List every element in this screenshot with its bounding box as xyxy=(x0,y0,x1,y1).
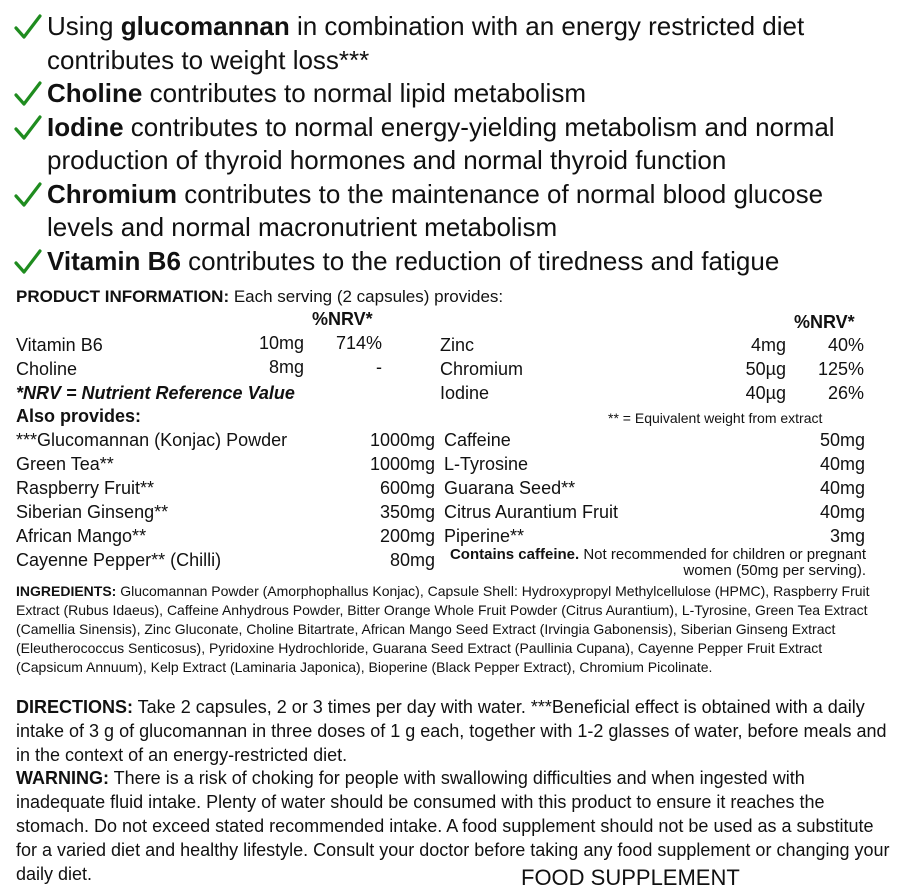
also-item-amount: 200mg xyxy=(379,526,435,546)
nutrient-nrv: - xyxy=(376,357,382,377)
also-item-amount: 1000mg xyxy=(369,430,435,450)
nutrient-amount: 8mg xyxy=(268,357,304,377)
nutrient-name: Chromium xyxy=(440,359,524,379)
checkmark-icon xyxy=(14,178,47,208)
ingredients-list: INGREDIENTS: Glucomannan Powder (Amorphophallus Konjac), Capsule Shell: Hydroxypropyl Methylcellulose (HPMC), Raspberry Fruit Extract (Rubus Idaeus), Caffeine Anhydrous Powder, Bitter Orange Whole Fruit Powder (Citrus Aurantium), L-Tyrosine, Green Tea Extract (Camellia Sinensis), Zinc Gluconate, Choline Bitartrate, African Mango Seed Extract (Irvingia Gabonensis), Siberian Ginseng Extract (Eleutherococcus Senticosus), Pyridoxine Hydrochloride, Guarana Seed Extract (Paullinia Cupana), Cayenne Pepper Fruit Extract (Capsicum Annuum), Kelp Extract (Laminaria Japonica), Bioperine (Black Pepper Extract), Chromium Picolinate. xyxy=(16,583,870,675)
nutrient-name: Iodine xyxy=(440,383,490,403)
nutrient-nrv: 26% xyxy=(827,383,864,403)
also-item-amount: 50mg xyxy=(819,430,865,450)
also-item-name: Citrus Aurantium Fruit xyxy=(444,502,619,522)
claim-text: Chromium contributes to the maintenance of normal blood glucose levels and normal macronutrient metabolism xyxy=(47,178,824,242)
also-item-name: Cayenne Pepper** (Chilli) xyxy=(16,550,222,570)
nrv-header-right: %NRV* xyxy=(794,312,855,332)
nutrient-name: Vitamin B6 xyxy=(16,335,103,355)
claim-text: Choline contributes to normal lipid metabolism xyxy=(47,78,586,108)
also-item-amount: 600mg xyxy=(379,478,435,498)
nutrient-nrv: 125% xyxy=(817,359,864,379)
nutrient-name: Zinc xyxy=(440,335,475,355)
also-item-amount: 80mg xyxy=(389,550,435,570)
also-item-amount: 1000mg xyxy=(369,454,435,474)
nutrient-amount: 10mg xyxy=(258,333,304,353)
nutrient-amount: 40µg xyxy=(745,383,786,403)
product-information-heading: PRODUCT INFORMATION: Each serving (2 capsules) provides: xyxy=(16,287,504,306)
also-item-name: Raspberry Fruit** xyxy=(16,478,155,498)
also-item-amount: 40mg xyxy=(819,502,865,522)
caffeine-warning: Contains caffeine. Not recommended for children or pregnant women (50mg per serving). xyxy=(449,546,866,579)
checkmark-icon xyxy=(14,245,47,275)
health-claims xyxy=(14,10,894,278)
nutrient-nrv: 40% xyxy=(827,335,864,355)
nrv-header-left: %NRV* xyxy=(312,309,373,329)
also-provides-heading: Also provides: xyxy=(16,406,142,426)
nutrient-amount: 50µg xyxy=(745,359,786,379)
claim-chromium xyxy=(14,178,894,245)
directions-text: DIRECTIONS: Take 2 capsules, 2 or 3 times per day with water. ***Beneficial effect is obtained with a daily intake of 3 g of glucomannan in three doses of 1 g each, together with 1-2 glasses of water, before meals and in the context of an energy-restricted diet. xyxy=(16,697,887,765)
also-item-name: Caffeine xyxy=(444,430,511,450)
also-item-name: Guarana Seed** xyxy=(444,478,576,498)
nutrient-nrv: 714% xyxy=(335,333,382,353)
warning-text: WARNING: There is a risk of choking for people with swallowing difficulties and when ingested with inadequate fluid intake. Plenty of water should be consumed with this product to ensure it reaches the stomach. Do not exceed stated recommended intake. A food supplement should not be used as a substitute for a varied diet and healthy lifestyle. Consult your doctor before taking any food supplement or changing your daily diet. xyxy=(16,768,890,884)
also-item-amount: 40mg xyxy=(819,454,865,474)
nutrient-amount: 4mg xyxy=(750,335,786,355)
food-supplement-label: FOOD SUPPLEMENT xyxy=(521,865,740,890)
nutrient-name: Choline xyxy=(16,359,78,379)
claim-text: Using glucomannan in combination with an energy restricted diet contributes to weight loss*** xyxy=(47,11,805,75)
checkmark-icon xyxy=(14,77,47,107)
also-item-name: Green Tea** xyxy=(16,454,114,474)
claim-choline xyxy=(14,77,894,111)
also-item-name: ***Glucomannan (Konjac) Powder xyxy=(16,430,288,450)
also-item-amount: 350mg xyxy=(379,502,435,522)
claim-text: Iodine contributes to normal energy-yielding metabolism and normal production of thyroid hormones and normal thyroid function xyxy=(47,111,835,175)
nrv-note: *NRV = Nutrient Reference Value xyxy=(16,383,295,403)
also-item-name: African Mango** xyxy=(16,526,147,546)
claim-vitamin-b6 xyxy=(14,245,894,279)
also-item-amount: 3mg xyxy=(829,526,865,546)
claim-glucomannan xyxy=(14,10,894,77)
directions-warning xyxy=(16,696,891,886)
also-item-name: L-Tyrosine xyxy=(444,454,529,474)
also-item-amount: 40mg xyxy=(819,478,865,498)
claim-text: Vitamin B6 contributes to the reduction of tiredness and fatigue xyxy=(47,245,780,276)
claim-iodine xyxy=(14,111,894,178)
equivalent-weight-note: ** = Equivalent weight from extract xyxy=(608,410,823,426)
also-item-name: Piperine** xyxy=(444,526,525,546)
also-item-name: Siberian Ginseng** xyxy=(16,502,169,522)
checkmark-icon xyxy=(14,111,47,141)
checkmark-icon xyxy=(14,10,47,40)
